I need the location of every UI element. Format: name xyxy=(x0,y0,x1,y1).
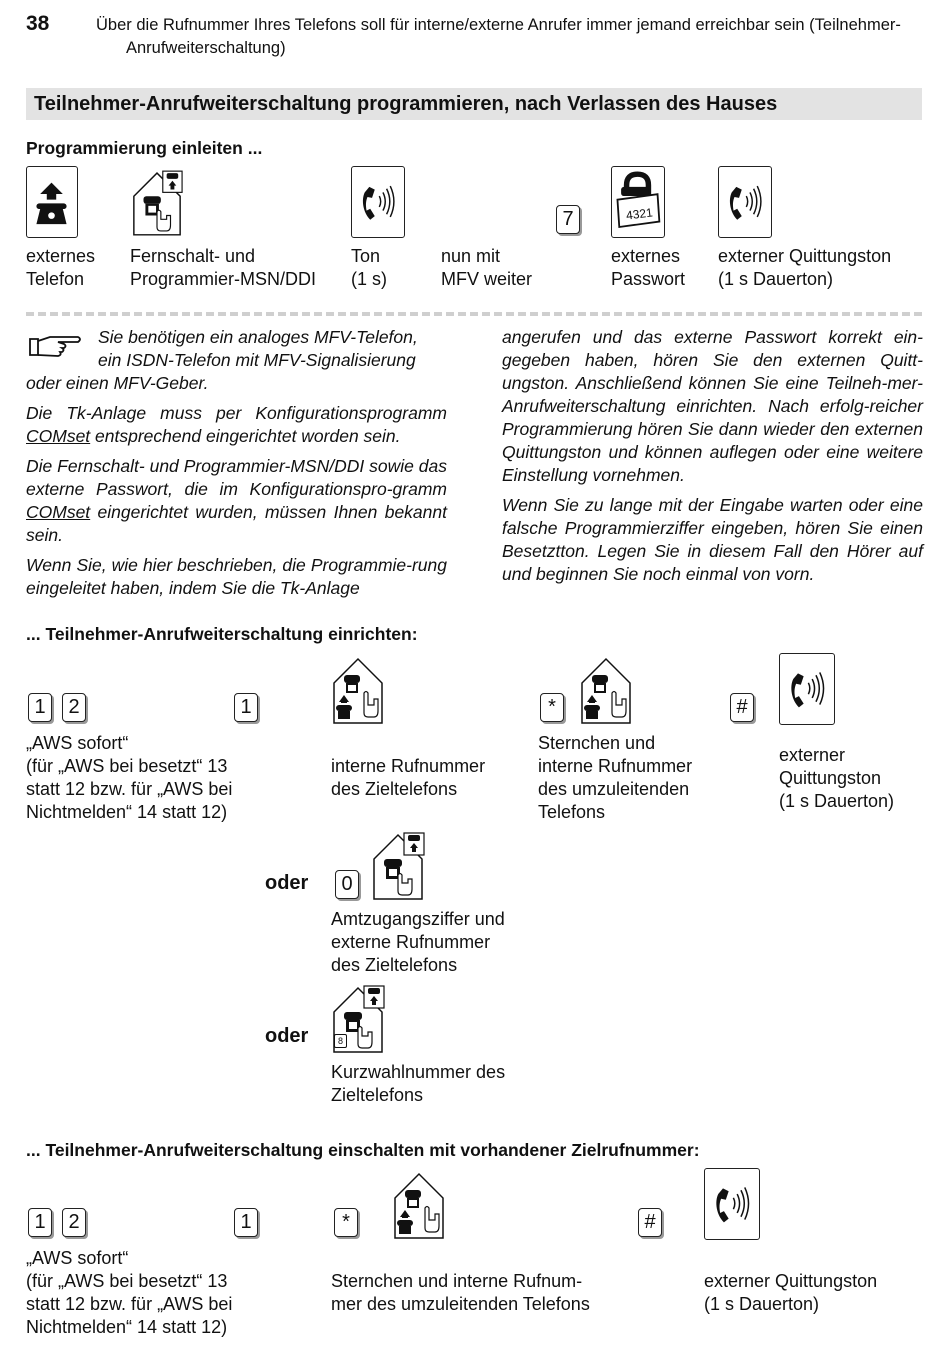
external-phone-icon xyxy=(26,166,78,238)
key-hash: # xyxy=(638,1208,662,1237)
key-1: 1 xyxy=(28,693,52,722)
label-line: Nichtmelden“ 14 statt 12) xyxy=(26,802,228,822)
step-label-line: Fernschalt- und xyxy=(130,246,256,266)
internal-number-label xyxy=(331,755,485,801)
note-left xyxy=(26,326,447,607)
label-line: externer Quittungston xyxy=(704,1271,878,1291)
label-line: (1 s Dauerton) xyxy=(779,791,895,811)
step-label-line: Telefon xyxy=(26,269,85,289)
step-label xyxy=(441,245,532,291)
step-label-line: MFV weiter xyxy=(441,269,533,289)
label-line: des Zieltelefons xyxy=(331,955,458,975)
star-label xyxy=(538,732,692,824)
tone-label xyxy=(779,744,894,813)
key-hash: # xyxy=(730,693,754,722)
aws-label xyxy=(26,732,232,824)
note-text: eingerichtet wurden, müssen Ihnen bekannt sein. xyxy=(26,502,447,545)
note-text: Wenn Sie zu lange mit der Eingabe warten oder eine falsche Programmierziffer eingeben, hören Sie einen Besetztton. Legen Sie in diesem Fall den Hörer auf und beginnen Sie noch einmal von vorn. xyxy=(502,495,923,584)
note-line: oder einen MFV-Geber. xyxy=(26,373,209,393)
label-line: „AWS sofort“ xyxy=(26,1248,129,1268)
label-line: Kurzwahlnummer des xyxy=(331,1062,506,1082)
step-label-line: nun mit xyxy=(441,246,501,266)
house-msn-icon xyxy=(130,166,184,238)
house-internal-phone-icon xyxy=(330,653,386,725)
tone-label xyxy=(704,1270,877,1316)
step-label xyxy=(26,245,95,291)
label-line: interne Rufnummer xyxy=(538,756,693,776)
running-title-line2: Anrufweiterschaltung) xyxy=(126,39,286,57)
comset-link: COMset xyxy=(26,502,91,522)
running-title-line1: Über die Rufnummer Ihres Telefons soll für interne/externe Anrufer immer jemand erreichbar sein (Teilnehmer- xyxy=(96,16,901,34)
oder-label: oder xyxy=(265,872,309,894)
label-line: Nichtmelden“ 14 statt 12) xyxy=(26,1317,228,1337)
step-label xyxy=(718,245,891,291)
note-text: angerufen und das externe Passwort korrekt ein-gegeben haben, hören Sie den externen Quitt-ungston. Anschließend können Sie eine Teilneh-mer-Anrufweiterschaltung einrichten. Nach erfolg-reicher Programmierung hören Sie dann wieder den externen Quittungston und können auflegen oder eine weitere Einstellung vornehmen. xyxy=(502,327,923,485)
comset-link: COMset xyxy=(26,426,91,446)
note-right xyxy=(502,326,923,593)
step-label-line: Programmier-MSN/DDI xyxy=(130,269,317,289)
page-number: 38 xyxy=(26,12,50,35)
house-external-phone-icon xyxy=(370,829,426,901)
section-title: Teilnehmer-Anrufweiterschaltung programmieren, nach Verlassen des Hauses xyxy=(26,88,922,120)
note-text: entsprechend eingerichtet worden sein. xyxy=(90,426,401,446)
step-label-line: Ton xyxy=(351,246,381,266)
speed-dial-label xyxy=(331,1061,505,1107)
step-label-line: externes xyxy=(611,246,681,266)
label-line: interne Rufnummer xyxy=(331,756,486,776)
key-7: 7 xyxy=(556,205,580,234)
label-line: Zieltelefons xyxy=(331,1085,424,1105)
note-text: Die Fernschalt- und Programmier-MSN/DDI sowie das externe Passwort, die im Konfigurationspro-gramm xyxy=(26,456,447,499)
handset-tone-icon xyxy=(779,653,835,725)
part2-heading: ... Teilnehmer-Anrufweiterschaltung einrichten: xyxy=(26,624,418,644)
label-line: (für „AWS bei besetzt“ 13 xyxy=(26,1271,228,1291)
note-text: Wenn Sie, wie hier beschrieben, die Programmie-rung eingeleitet haben, indem Sie die Tk-Anlage xyxy=(26,555,447,598)
house-internal-phone-icon xyxy=(391,1168,447,1240)
label-line: des umzuleitenden xyxy=(538,779,690,799)
key-0: 0 xyxy=(335,870,359,899)
house-speed-dial-icon xyxy=(330,982,386,1054)
key-2: 2 xyxy=(62,1208,86,1237)
key-1: 1 xyxy=(28,1208,52,1237)
password-lock-icon xyxy=(611,166,665,238)
label-line: (für „AWS bei besetzt“ 13 xyxy=(26,756,228,776)
step-label xyxy=(130,245,316,291)
step-label-line: externes xyxy=(26,246,96,266)
label-line: Amtzugangsziffer und xyxy=(331,909,505,929)
label-line: externe Rufnummer xyxy=(331,932,491,952)
lock-code: 4321 xyxy=(625,205,654,223)
key-star: * xyxy=(334,1208,358,1237)
label-line: (1 s Dauerton) xyxy=(704,1294,820,1314)
note-line: Sie benötigen ein analoges MFV-Telefon, xyxy=(98,327,418,347)
step-label-line: (1 s) xyxy=(351,269,387,289)
label-line: Sternchen und xyxy=(538,733,656,753)
handset-tone-icon xyxy=(718,166,772,238)
label-line: „AWS sofort“ xyxy=(26,733,129,753)
handset-tone-icon xyxy=(704,1168,760,1240)
part3-heading: ... Teilnehmer-Anrufweiterschaltung einschalten mit vorhandener Zielrufnummer: xyxy=(26,1140,700,1160)
part1-heading: Programmierung einleiten ... xyxy=(26,138,263,158)
divider xyxy=(26,312,922,316)
label-line: des Zieltelefons xyxy=(331,779,458,799)
step-label-line: Passwort xyxy=(611,269,686,289)
label-line: Telefons xyxy=(538,802,606,822)
aws-label xyxy=(26,1247,232,1339)
label-line: mer des umzuleitenden Telefons xyxy=(331,1294,590,1314)
step-label-line: externer Quittungston xyxy=(718,246,892,266)
key-star: * xyxy=(540,693,564,722)
key-1: 1 xyxy=(234,693,258,722)
step-label-line: (1 s Dauerton) xyxy=(718,269,834,289)
note-text: Die Tk-Anlage muss per Konfigurationsprogramm xyxy=(26,403,447,423)
label-line: statt 12 bzw. für „AWS bei xyxy=(26,779,233,799)
step-label xyxy=(351,245,387,291)
step-label xyxy=(611,245,685,291)
label-line: Sternchen und interne Rufnum- xyxy=(331,1271,583,1291)
note-line: ein ISDN-Telefon mit MFV-Signalisierung xyxy=(98,350,416,370)
label-line: statt 12 bzw. für „AWS bei xyxy=(26,1294,233,1314)
handset-tone-icon xyxy=(351,166,405,238)
star-label xyxy=(331,1270,590,1316)
key-1: 1 xyxy=(234,1208,258,1237)
running-title xyxy=(96,14,926,60)
label-line: externer xyxy=(779,745,846,765)
speed-dial-key: 8 xyxy=(334,1034,347,1048)
oder-label: oder xyxy=(265,1025,309,1047)
house-internal-phone-icon xyxy=(578,653,634,725)
key-2: 2 xyxy=(62,693,86,722)
label-line: Quittungston xyxy=(779,768,882,788)
external-number-label xyxy=(331,908,505,977)
